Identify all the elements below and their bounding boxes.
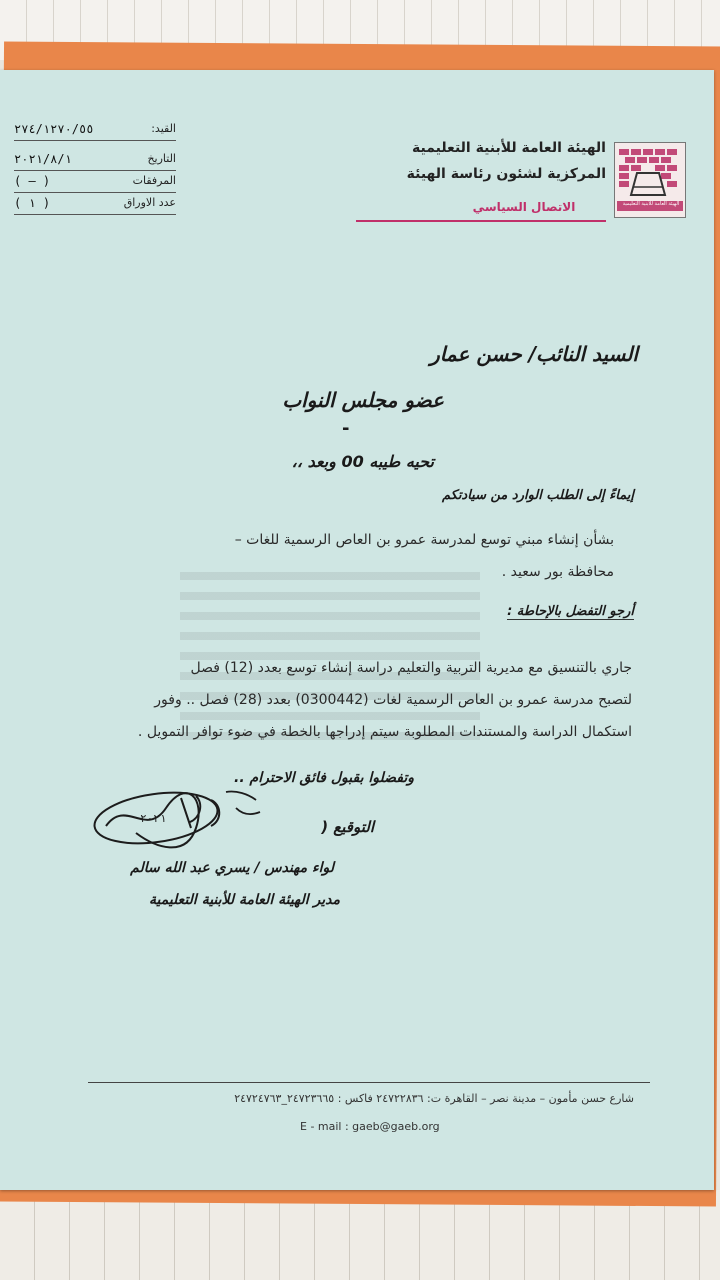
pages-value: ( ١ ) xyxy=(14,196,51,210)
ref-pages-row xyxy=(14,196,176,214)
contact-tag: الاتصال السياسي xyxy=(472,200,576,214)
ref-attachments-row xyxy=(14,174,176,192)
svg-text:٢٠٢١: ٢٠٢١ xyxy=(140,812,167,825)
org-department: المركزية لشئون رئاسة الهيئة xyxy=(406,166,606,182)
attachments-label: المرفقات xyxy=(132,174,176,187)
org-name: الهيئة العامة للأبنية التعليمية xyxy=(412,140,606,156)
body-line-3: استكمال الدراسة والمستندات المطلوبة سيتم إدراجها بالخطة في ضوء توافر التمويل . xyxy=(137,724,632,740)
recipient-title: عضو مجلس النواب xyxy=(282,388,444,412)
body-line-1: جاري بالتنسيق مع مديرية التربية والتعليم دراسة إنشاء توسع بعدد (12) فصل xyxy=(190,660,632,676)
ref-line xyxy=(14,214,176,215)
ref-line xyxy=(14,140,176,141)
request-heading: أرجو التفضل بالإحاطة : xyxy=(507,604,634,619)
signature-label: التوقيع ( xyxy=(321,818,374,836)
date-value: ٢٠٢١/٨/١ xyxy=(14,152,72,166)
footer-address: شارع حسن مأمون – مدينة نصر – القاهرة ت: ٢٤٧٢٢٨٣٦ فاكس : ٢٤٧٢٣٦٦٥_٢٤٧٢٤٧٦٣ xyxy=(234,1092,634,1105)
ref-line xyxy=(14,192,176,193)
letter-sheet xyxy=(0,70,714,1190)
footer-rule xyxy=(88,1082,650,1083)
greeting: تحيه طيبه 00 وبعد ،، xyxy=(291,452,434,471)
signer-name: لواء مهندس / يسري عبد الله سالم xyxy=(130,860,334,876)
signer-title: مدير الهيئة العامة للأبنية التعليمية xyxy=(149,892,340,908)
subject-line-1: بشأن إنشاء مبني توسع لمدرسة عمرو بن العاص الرسمية للغات – xyxy=(234,532,614,548)
logo-caption: الهيئة العامة للأبنية التعليمية xyxy=(622,201,680,207)
ref-line xyxy=(14,170,176,171)
watermark xyxy=(180,560,480,740)
qaid-value: ٢٧٤/١٢٧٠/٥٥ xyxy=(14,122,94,136)
closing-line: وتفضلوا بقبول فائق الاحترام .. xyxy=(234,770,414,786)
footer-email: E - mail : gaeb@gaeb.org xyxy=(300,1120,440,1133)
header-divider xyxy=(356,220,606,222)
reference-line: إيماءً إلى الطلب الوارد من سيادتكم xyxy=(441,488,634,503)
ref-date-row xyxy=(14,152,176,170)
date-label: التاريخ xyxy=(147,152,176,165)
body-line-2: لتصبح مدرسة عمرو بن العاص الرسمية لغات (0300442) بعدد (28) فصل .. وفور xyxy=(154,692,632,708)
recipient-name: السيد النائب/ حسن عمار xyxy=(430,342,638,366)
subject-line-2: محافظة بور سعيد . xyxy=(501,564,614,580)
handwritten-signature xyxy=(86,778,276,868)
qaid-label: القيد: xyxy=(151,122,176,135)
attachments-value: ( — ) xyxy=(14,174,51,188)
ref-qaid-row xyxy=(14,122,176,140)
pages-label: عدد الاوراق xyxy=(123,196,176,209)
separator-dash: - xyxy=(342,418,350,439)
